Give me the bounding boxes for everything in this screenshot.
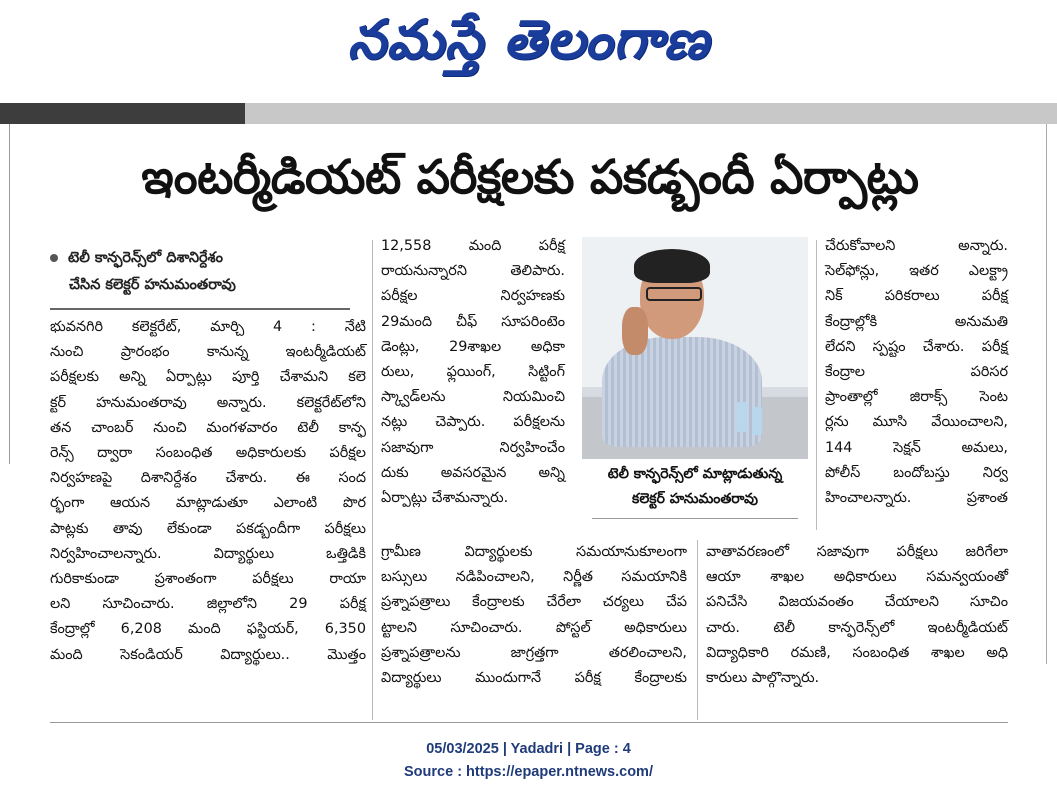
subheading-line-1: టెలీ కాన్ఫరెన్స్‌లో దిశానిర్దేశం bbox=[68, 250, 223, 266]
footer-source-link[interactable]: Source : https://epaper.ntnews.com/ bbox=[404, 764, 653, 780]
caption-line-1: టెలీ కాన్ఫరెన్స్‌లో మాట్లాడుతున్న bbox=[607, 466, 783, 482]
text-line: ఆయా శాఖల అధికారులు సమన్వయంతో bbox=[706, 569, 1008, 586]
text-line: 144 సెక్షన్ అమలు, bbox=[825, 439, 1008, 456]
text-line: సజావుగా నిర్వహించేం bbox=[381, 439, 565, 456]
article-subheading bbox=[50, 245, 350, 299]
text-line: దుకు అవసరమైన అన్ని bbox=[381, 464, 565, 481]
text-line: నిర్వహణపై దిశానిర్దేశం చేశారు. ఈ సంద bbox=[50, 470, 366, 487]
text-line: విద్యార్థులు ముందుగానే పరీక్ష కేంద్రాలకు bbox=[381, 670, 687, 687]
text-line: కేంద్రాల పరిసర bbox=[825, 364, 1008, 381]
text-line: పరీక్షల నిర్వహణకు bbox=[381, 288, 565, 305]
text-line: కేంద్రాల్లోకి అనుమతి bbox=[825, 313, 1008, 330]
text-line: గురికాకుండా ప్రశాంతంగా పరీక్షలు రాయా bbox=[50, 571, 366, 588]
article-column-2-bottom bbox=[381, 540, 687, 691]
text-line: నట్లు చెప్పారు. పరీక్షలను bbox=[381, 414, 565, 431]
article-column-1 bbox=[50, 315, 366, 668]
subheading-line-2: చేసిన కలెక్టర్ హనుమంతరావు bbox=[69, 277, 236, 293]
text-line: కారులు పాల్గొన్నారు. bbox=[706, 670, 820, 687]
text-line: నుంచి ప్రారంభం కానున్న ఇంటర్మీడియట్ bbox=[50, 344, 366, 361]
text-line: విద్యాధికారి రమణి, సంబంధిత శాఖల అధి bbox=[706, 644, 1008, 661]
text-line: చేరుకోవాలని అన్నారు. bbox=[825, 238, 1008, 254]
text-line: పాట్లకు తావు లేకుండా పకడ్బందీగా పరీక్షలు bbox=[50, 520, 366, 537]
text-line: పోలీస్ బందోబస్తు నిర్వ bbox=[825, 464, 1008, 481]
text-line: నిర్వహించాలన్నారు. విద్యార్థులు ఒత్తిడికి bbox=[50, 545, 366, 562]
text-line: హించాలన్నారు. ప్రశాంత bbox=[825, 490, 1008, 507]
text-line: నిక్ పరికరాలు పరీక్ష bbox=[825, 288, 1008, 305]
text-line: భువనగిరి కలెక్టరేట్, మార్చి 4 : నేటి bbox=[50, 319, 366, 335]
text-line: డెంట్లు, 29శాఖల అధికా bbox=[381, 338, 565, 355]
text-line: లేదని స్పష్టం చేశారు. పరీక్ష bbox=[825, 338, 1008, 355]
text-line: గ్రామీణ విద్యార్థులకు సమయానుకూలంగా bbox=[381, 544, 687, 560]
collector-photo bbox=[582, 237, 808, 459]
article-column-2-top bbox=[381, 234, 565, 511]
text-line: లని సూచించారు. జిల్లాలోని 29 పరీక్ష bbox=[50, 596, 366, 613]
header-bar-light bbox=[245, 103, 1057, 124]
text-line: రులు, ఫ్లయింగ్, సిట్టింగ్ bbox=[381, 364, 565, 381]
column-divider bbox=[697, 540, 698, 720]
text-line: తన చాంబర్ నుంచి మంగళవారం టెలీ కాన్ఫ bbox=[50, 419, 366, 436]
article-bottom-rule bbox=[50, 722, 1008, 723]
left-edge-rule bbox=[9, 124, 10, 464]
text-line: ర్లను మూసి వేయించాలని, bbox=[825, 414, 1008, 431]
text-line: ఏర్పాట్లు చేశామన్నారు. bbox=[381, 490, 509, 507]
article-column-4-bottom bbox=[706, 540, 1008, 691]
text-line: బస్సులు నడిపించాలని, నిర్ణీత సమయానికి bbox=[381, 569, 687, 586]
text-line: 29మంది చీఫ్ సూపరింటెం bbox=[381, 313, 565, 330]
photo-caption bbox=[582, 462, 808, 512]
article-headline: ఇంటర్మీడియట్ పరీక్షలకు పకడ్బందీ ఏర్పాట్లు bbox=[141, 150, 919, 205]
text-line: ప్రశ్నాపత్రాలు కేంద్రాలకు చేరేలా చర్యలు చేప bbox=[381, 594, 687, 611]
text-line: ప్రశ్నాపత్రాలను జాగ్రత్తగా తరలించాలని, bbox=[381, 644, 687, 661]
text-line: సెల్‌ఫోన్లు, ఇతర ఎలక్ట్రా bbox=[825, 263, 1008, 280]
article-column-4-top bbox=[825, 234, 1008, 511]
header-bar-dark bbox=[0, 103, 245, 124]
text-line: 12,558 మంది పరీక్ష bbox=[381, 238, 565, 254]
right-edge-rule bbox=[1046, 124, 1047, 664]
text-line: రాయనున్నారని తెలిపారు. bbox=[381, 263, 565, 280]
text-line: కేంద్రాల్లో 6,208 మంది ఫస్టియర్, 6,350 bbox=[50, 621, 366, 638]
text-line: పరీక్షలకు అన్ని ఏర్పాట్లు పూర్తి చేశామని కలె bbox=[50, 369, 366, 386]
text-line: ట్టాలని సూచించారు. పోస్టల్ అధికారులు bbox=[381, 619, 687, 636]
text-line: స్క్వాడ్‌లను నియమించి bbox=[381, 389, 565, 406]
footer-date-edition: 05/03/2025 | Yadadri | Page : 4 bbox=[426, 741, 631, 757]
column-divider bbox=[816, 240, 817, 530]
bullet-icon bbox=[50, 254, 58, 262]
text-line: పనిచేసి విజయవంతం చేయాలని సూచిం bbox=[706, 594, 1008, 611]
text-line: మంది సెకండియర్ విద్యార్థులు.. మొత్తం bbox=[50, 646, 366, 663]
text-line: ర్భంగా ఆయన మాట్లాడుతూ ఎలాంటి పొర bbox=[50, 495, 366, 512]
caption-rule bbox=[592, 518, 798, 519]
masthead bbox=[0, 0, 1057, 100]
column-divider bbox=[372, 240, 373, 720]
text-line: క్టర్ హనుమంతరావు అన్నారు. కలెక్టరేట్‌లోని bbox=[50, 394, 366, 411]
newspaper-logo: నమస్తే తెలంగాణ bbox=[347, 8, 710, 71]
text-line: ప్రాంతాల్లో జిరాక్స్ సెంట bbox=[825, 389, 1008, 406]
text-line: చారు. టెలీ కాన్ఫరెన్స్‌లో ఇంటర్మీడియట్ bbox=[706, 619, 1008, 636]
subheading-rule bbox=[50, 308, 350, 310]
text-line: రెన్స్ ద్వారా సంబంధిత అధికారులకు పరీక్షల bbox=[50, 445, 366, 462]
text-line: వాతావరణంలో సజావుగా పరీక్షలు జరిగేలా bbox=[706, 544, 1008, 560]
caption-line-2: కలెక్టర్ హనుమంతరావు bbox=[632, 491, 758, 507]
